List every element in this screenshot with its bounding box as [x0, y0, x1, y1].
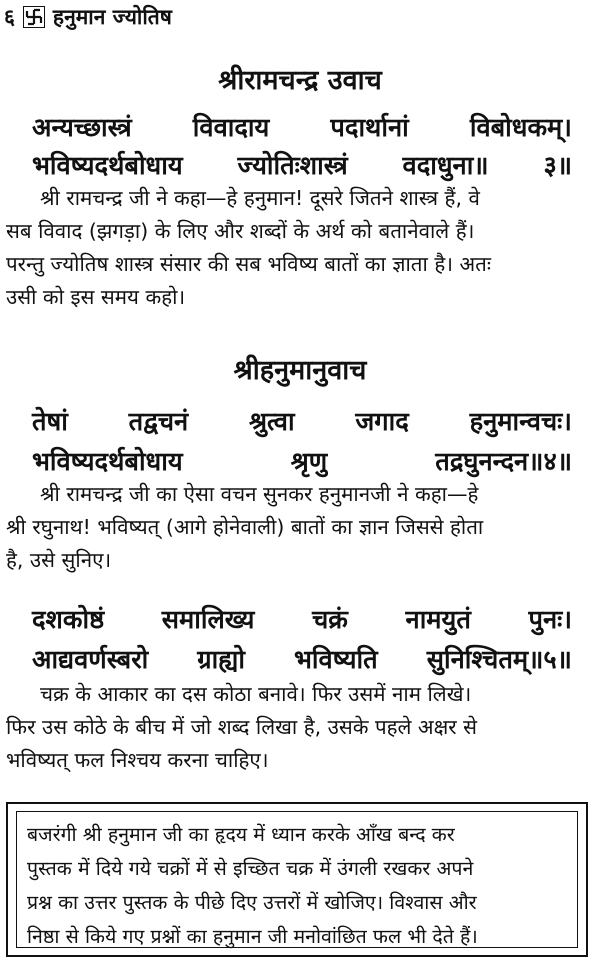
paragraph-line: है, उसे सुनिए।	[6, 548, 112, 572]
verse-word: चक्रं	[312, 605, 348, 635]
verse-word: अन्यच्छास्त्रं	[32, 113, 132, 143]
swastika-icon	[23, 6, 45, 28]
paragraph-line: फिर उस कोठे के बीच में जो शब्द लिखा है, उसके पहले अक्षर से	[6, 715, 478, 739]
paragraph-line: परन्तु ज्योतिष शास्त्र संसार की सब भविष्य बातों का ज्ञाता है। अतः	[6, 252, 491, 276]
verse-4-line-2	[32, 444, 572, 478]
book-title: हनुमान ज्योतिष	[52, 5, 172, 29]
section-title-rama: श्रीरामचन्द्र उवाच	[218, 65, 382, 96]
verse-word: पदार्थानां	[330, 113, 409, 143]
verse-word: ज्योतिःशास्त्रं	[237, 151, 348, 181]
verse-number: ३॥	[543, 151, 572, 181]
verse-word: विबोधकम्।	[469, 113, 572, 143]
translation-paragraph-1	[6, 182, 592, 314]
section-title-hanuman: श्रीहनुमानुवाच	[233, 355, 367, 386]
translation-paragraph-2	[6, 478, 592, 577]
verse-word: पुनः।	[528, 605, 572, 635]
verse-4-line-1	[32, 404, 572, 438]
paragraph-line: भविष्यत् फल निश्चय करना चाहिए।	[6, 748, 269, 772]
page-number: ६	[4, 5, 15, 29]
verse-word: श्रृणु	[290, 447, 328, 477]
verse-word: तद्रघुनन्दन॥४॥	[435, 447, 572, 477]
verse-word: भविष्यदर्थबोधाय	[32, 447, 183, 477]
instruction-line: प्रश्न का उत्तर पुस्तक के पीछे दिए उत्तरों में खोजिए। विश्वास और	[27, 891, 477, 914]
paragraph-line: श्री रघुनाथ! भविष्यत् (आगे होनेवाली) बातों का ज्ञान जिससे होता	[6, 515, 484, 539]
verse-word: तेषां	[32, 407, 68, 437]
verse-word: वदाधुना॥	[402, 151, 489, 181]
verse-word: विवादाय	[192, 113, 270, 143]
paragraph-line: सब विवाद (झगड़ा) के लिए और शब्दों के अर्थ को बतानेवाले हैं।	[6, 219, 475, 243]
verse-word: सुनिश्चितम्॥५॥	[426, 645, 572, 675]
verse-word: जगाद	[355, 407, 409, 437]
verse-5-line-1	[32, 602, 572, 636]
verse-word: हनुमान्वचः।	[469, 407, 572, 437]
verse-word: भविष्यदर्थबोधाय	[32, 151, 183, 181]
translation-paragraph-3	[6, 678, 592, 777]
verse-word: श्रुत्वा	[249, 407, 295, 437]
page-header	[4, 2, 564, 32]
instruction-line: पुस्तक में दिये गये चक्रों में से इच्छित चक्र में उंगली रखकर अपने	[27, 857, 474, 880]
paragraph-line: श्री रामचन्द्र जी ने कहा—हे हनुमान! दूसरे जितने शास्त्र हैं, वे	[40, 186, 480, 210]
paragraph-line: चक्र के आकार का दस कोठा बनावे। फिर उसमें नाम लिखे।	[40, 682, 472, 706]
verse-word: तद्वचनं	[128, 407, 189, 437]
verse-5-line-2	[32, 642, 572, 676]
verse-word: नामयुतं	[405, 605, 471, 635]
verse-word: समालिख्य	[161, 605, 255, 635]
verse-3-line-2	[32, 148, 572, 182]
verse-word: आद्यवर्णस्बरो	[32, 645, 149, 675]
verse-word: दशकोष्ठं	[32, 605, 105, 635]
verse-3-line-1	[32, 110, 572, 144]
instruction-box-inner	[16, 811, 578, 948]
verse-word: ग्राह्यो	[197, 645, 245, 675]
paragraph-line: श्री रामचन्द्र जी का ऐसा वचन सुनकर हनुमानजी ने कहा—हे	[40, 482, 479, 506]
verse-word: भविष्यति	[294, 645, 378, 675]
instruction-line: निष्ठा से किये गए प्रश्नों का हनुमान जी मनोवांछित फल भी देते हैं।	[27, 925, 478, 948]
instruction-box	[6, 802, 588, 957]
instruction-line: बजरंगी श्री हनुमान जी का हृदय में ध्यान करके आँख बन्द कर	[27, 823, 455, 846]
paragraph-line: उसी को इस समय कहो।	[6, 285, 186, 309]
